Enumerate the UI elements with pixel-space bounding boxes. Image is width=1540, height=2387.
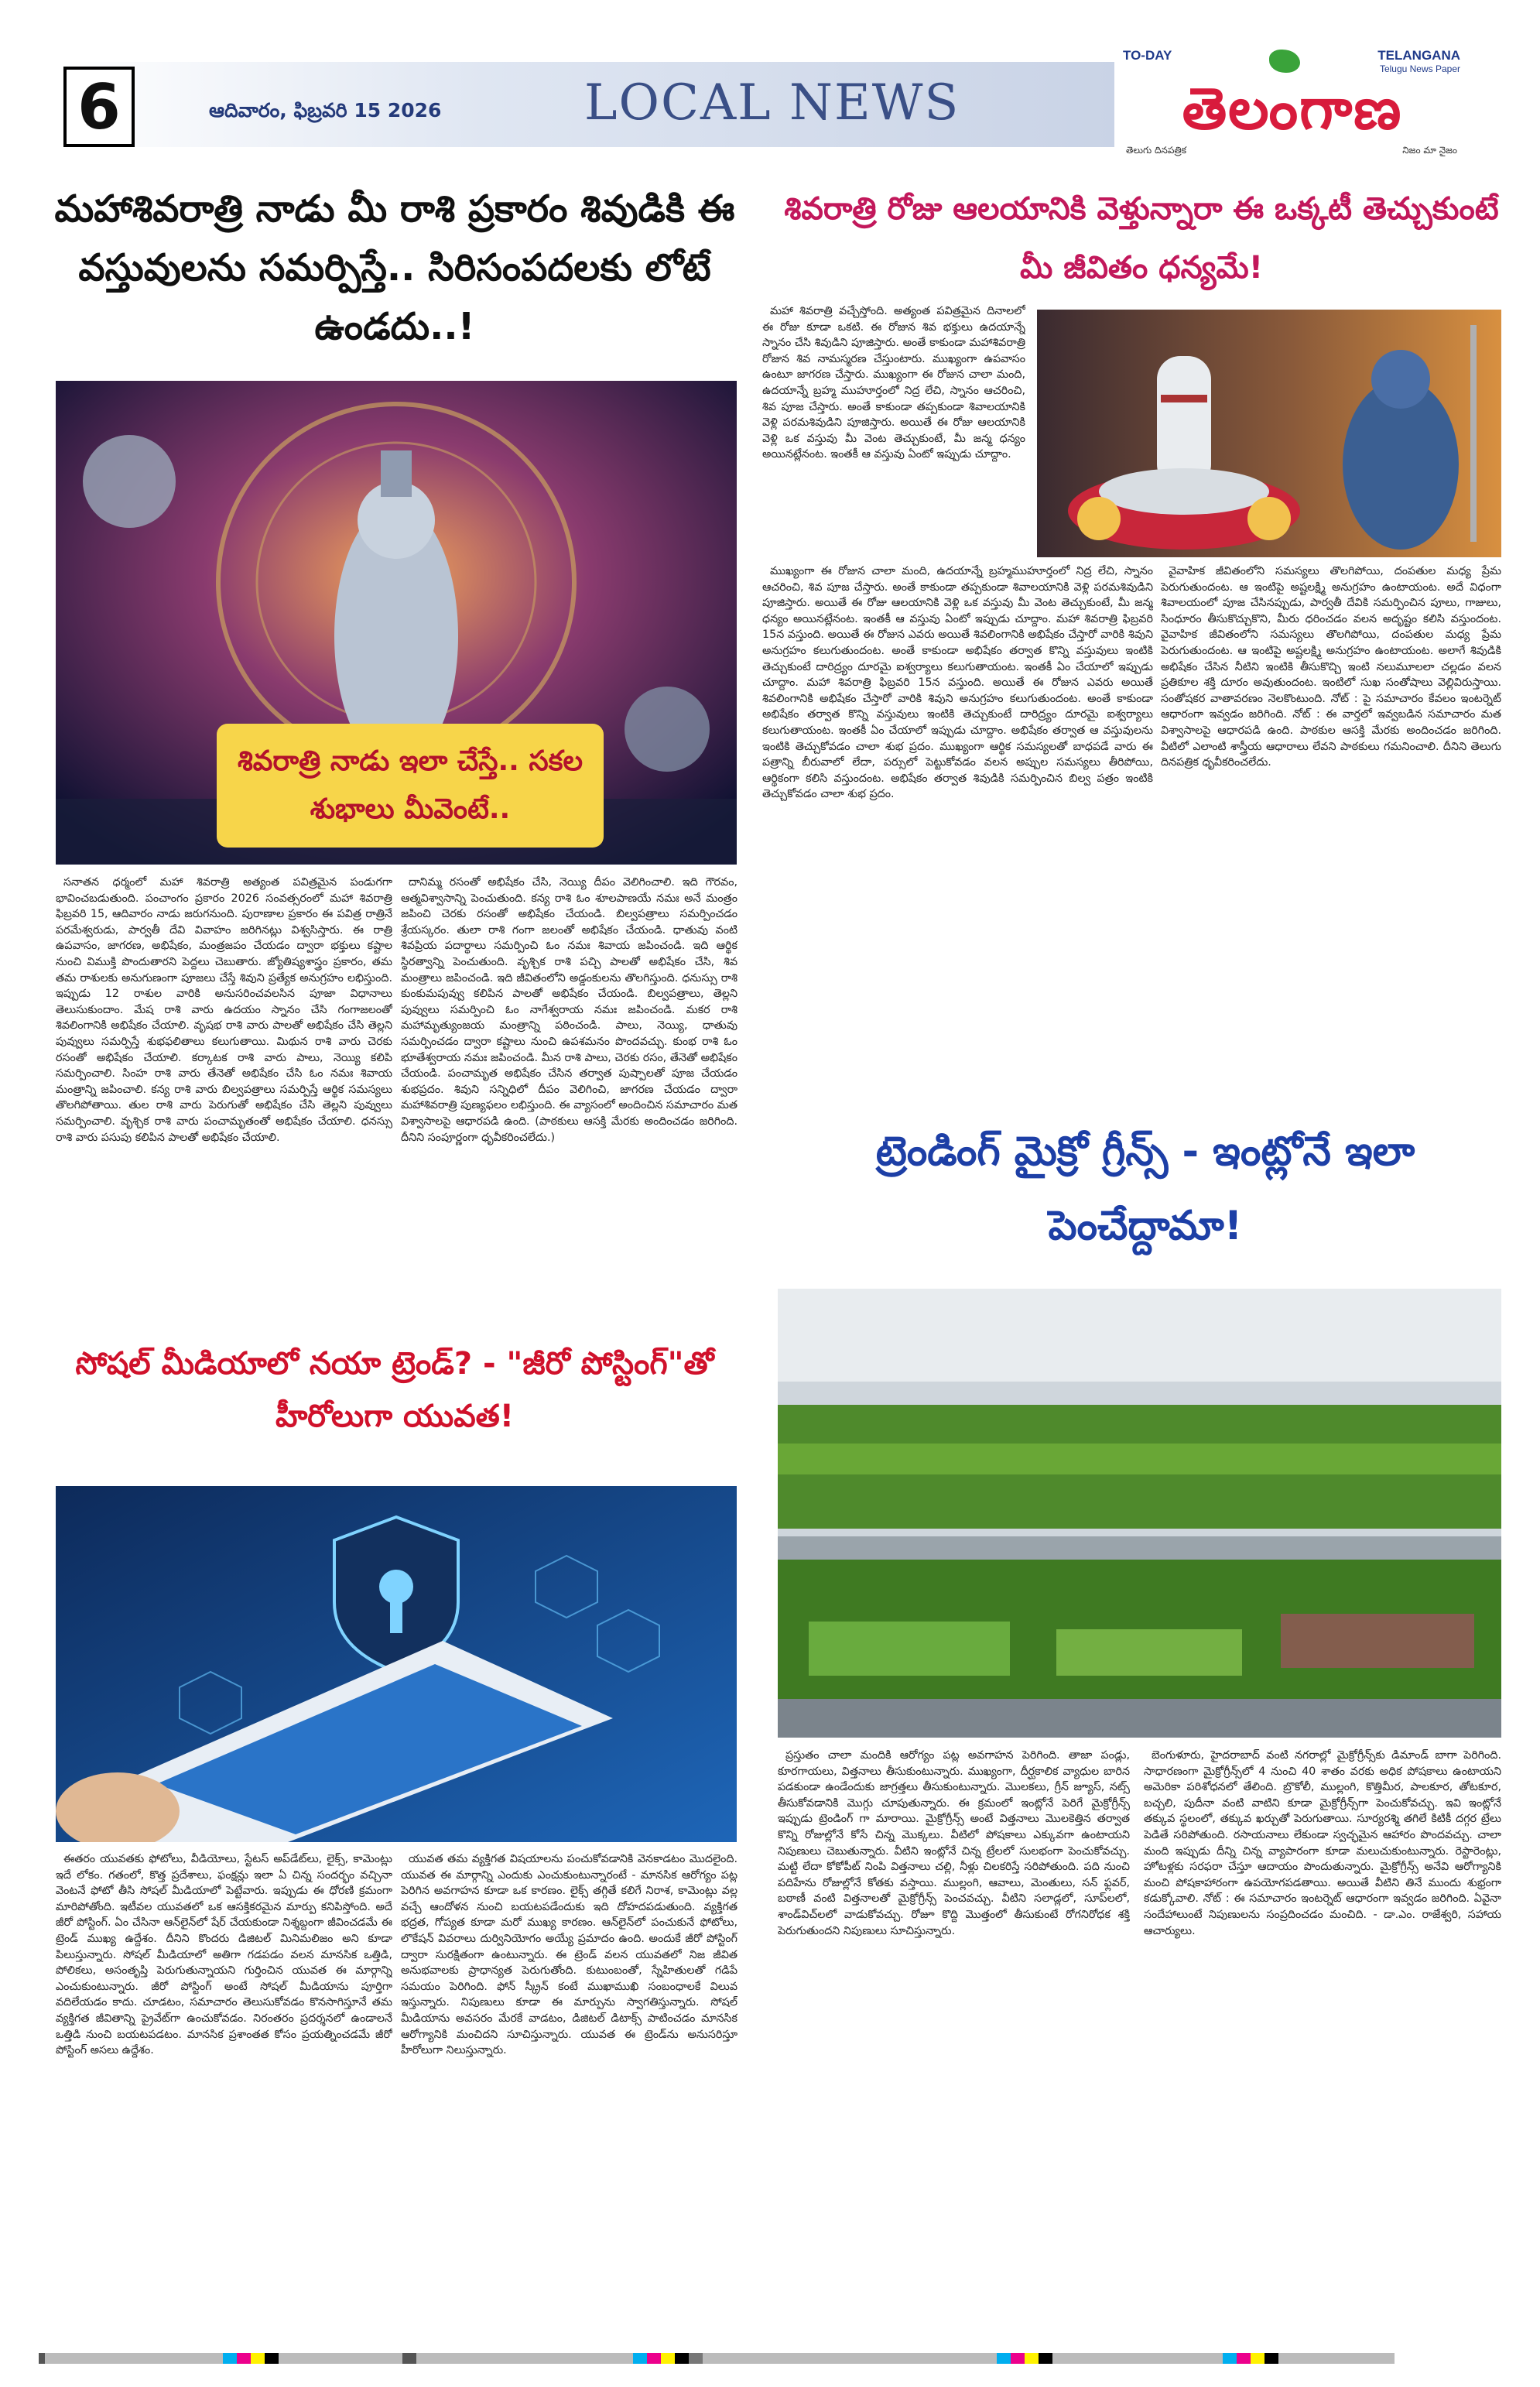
- masthead-logo: [1118, 46, 1466, 163]
- logo-tag-left: తెలుగు దినపత్రిక: [1126, 145, 1187, 156]
- article4-col2-text: యువత తమ వ్యక్తిగత విషయాలను పంచుకోవడానికి వెనకాడటం మొదలైంది. యువత ఈ మార్గాన్ని ఎందుకు ఎంచుకుంటున్నారంటే - మానసిక ఆరోగ్యం పట్ల పెరిగిన అవగాహన కూడా ఒక కారణం. లైక్స్ తగ్గితే కలిగే నిరాశ, కామెంట్లు వల్ల వచ్చే ఆందోళన నుంచి బయటపడేందుకు ఇది దోహదపడుతుంది. వ్యక్తిగత భద్రత, గోప్యత కూడా మరో ముఖ్య కారణం. ఆన్‌లైన్‌లో పంచుకునే ఫోటోలు, లొకేషన్ వివరాలు దుర్వినియోగం అయ్యే ప్రమాదం ఉంది. అందుకే జీరో పోస్టింగ్ ద్వారా సురక్షితంగా ఉంటున్నారు. ఈ ట్రెండ్ వలన యువతలో నిజ జీవిత అనుభవాలకు ప్రాధాన్యత పెరుగుతోంది. కుటుంబంతో, స్నేహితులతో గడిపే సమయం పెరిగింది. ఫోన్ స్క్రీన్ కంటే ముఖాముఖి సంబంధాలకే విలువ ఇస్తున్నారు. నిపుణులు కూడా ఈ మార్పును స్వాగతిస్తున్నారు. సోషల్ మీడియాను అవసరం మేరకే వాడటం, డిజిటల్ డిటాక్స్ పాటించడం మానసిక ఆరోగ్యానికి మంచిదని సూచిస్తున్నారు. యువత ఈ ట్రెండ్‌ను అనుసరిస్తూ హీరోలుగా నిలుస్తున్నారు.: [401, 1853, 737, 2057]
- print-registration-strip: [39, 2353, 1501, 2364]
- article2-col-right-text: వైవాహిక జీవితంలోని సమస్యలు తొలగిపోయి, దంపతుల మధ్య ప్రేమ పెరుగుతుందంట. ఆ ఇంటిపై అష్టలక్ష్మి అనుగ్రహం ఉంటాయంట. అదే విధంగా శివాలయంలో పూజ చేసినప్పుడు, పార్వతీ దేవికి సమర్పించిన పూలు, గాజులు, సింధూరం తీసుకొచ్చుకొని, మీరు ధరించడం వలన అదృష్టం కలిసి వస్తుందంట. వైవాహిక జీవితంలోని సమస్యలు తొలగిపోయి, దంపతుల మధ్య ప్రేమ పెరుగుతుందంట. ఆ ఇంటిపై అష్టలక్ష్మి అనుగ్రహం ఉంటాయంట. అలాగే శివుడికి అభిషేకం చేసిన నీటిని ఇంటికి తీసుకొచ్చి ఇంటి నలుమూలలా చల్లడం వలన ప్రతికూల శక్తి దూరం అవుతుందంట. ఇంటిలో సుఖ సంతోషాలు వెల్లివిరుస్తాయి. సంతోషకర వాతావరణం నెలకొంటుంది. నోట్ : పై సమాచారం కేవలం ఇంటర్నెట్ ఆధారంగా ఇవ్వడం జరిగింది. నోట్ : ఈ వార్తలో ఇవ్వబడిన సమాచారం మత విశ్వాసాలపై ఆధారపడి ఉంది. పాఠకుల ఆసక్తి మేరకు అందించడం జరిగింది. వీటిలో ఎలాంటి శాస్త్రీయ ఆధారాలు లేవని పాఠకులు గమనించాలి. దీనిని తెలుగు దినపత్రిక ధృవీకరించలేదు.: [1161, 565, 1501, 769]
- article4-col1-text: ఈతరం యువతకు ఫోటోలు, వీడియోలు, స్టేటస్ అప్‌డేట్‌లు, లైక్స్, కామెంట్లు ఇదే లోకం. గతంలో, కొత్త ప్రదేశాలు, ఫంక్షన్లు ఇలా ఏ చిన్న సందర్భం వచ్చినా వెంటనే ఫోటో తీసి సోషల్ మీడియాలో పెట్టేవారు. ఇప్పుడు ఈ ధోరణి క్రమంగా మారిపోతోంది. ఇటీవల యువతలో ఒక ఆసక్తికరమైన మార్పు కనిపిస్తోంది. అదే జీరో పోస్టింగ్. ఏం చేసినా ఆన్‌లైన్‌లో షేర్ చేయకుండా నిశ్శబ్దంగా జీవించడమే ఈ ట్రెండ్ ముఖ్య ఉద్దేశం. దీనిని కొందరు డిజిటల్ మినిమలిజం అని కూడా పిలుస్తున్నారు. సోషల్ మీడియాలో అతిగా గడపడం వలన మానసిక ఒత్తిడి, పోలికలు, అసంతృప్తి పెరుగుతున్నాయని గుర్తించిన యువత ఈ మార్గాన్ని ఎంచుకుంటున్నారు. జీరో పోస్టింగ్ అంటే సోషల్ మీడియాను పూర్తిగా వదిలేయడం కాదు. చూడటం, సమాచారం తెలుసుకోవడం కొనసాగిస్తూనే తమ వ్యక్తిగత జీవితాన్ని ప్రైవేట్‌గా ఉంచుకోవడం. నిరంతరం ప్రదర్శనలో ఉండాలనే ఒత్తిడి నుంచి బయటపడటం. మానసిక ప్రశాంతత కోసం ప్రయత్నించడమే జీరో పోస్టింగ్ అసలు ఉద్దేశం.: [56, 1853, 392, 2057]
- article2-col-right: [1161, 563, 1501, 1098]
- telangana-map-icon: [1269, 50, 1300, 73]
- article4-col1: [56, 1851, 392, 2336]
- article2-col-top: [762, 303, 1025, 559]
- logo-tag-right: నిజం మా నైజం: [1402, 145, 1457, 156]
- logo-telangana: TELANGANA: [1377, 48, 1460, 63]
- article2-col-mid-text: ముఖ్యంగా ఈ రోజున చాలా మంది, ఉదయాన్నే బ్రహ్మముహూర్తంలో నిద్ర లేచి, స్నానం ఆచరించి, శివ పూజ చేస్తారు. అంతే కాకుండా తప్పకుండా శివాలయానికి వెళ్లి పరమశివుడిని పూజిస్తారు. అయితే ఈ రోజు ఆలయానికి వెళ్లి ఒక వస్తువు మీ వెంట తెచ్చుకుంటే, మీ జన్మ ధన్యం అయినట్లేనంట. ఇంతకీ ఆ వస్తువు ఏంటో ఇప్పుడు చూద్దాం. మహా శివరాత్రి ఫిబ్రవరి 15న వస్తుంది. అయితే ఈ రోజున ఎవరు అయితే శివలింగానికి అభిషేకం చేస్తారో వారికి శివుని అనుగ్రహం కలుగుతుందంట. అంతే కాకుండా అభిషేకం తర్వాత కొన్ని వస్తువులు ఇంటికి తెచ్చుకుంటే దారిద్ర్యం దూరమై ఐశ్వర్యాలు కలుగుతాయంట. ఇంతకీ ఏం చేయాలో ఇప్పుడు చూద్దాం. మహా శివరాత్రి ఫిబ్రవరి 15న వస్తుంది. అయితే ఈ రోజున ఎవరు అయితే శివలింగానికి అభిషేకం చేస్తారో వారికి శివుని అనుగ్రహం కలుగుతుందంట. అంతే కాకుండా అభిషేకం తర్వాత కొన్ని వస్తువులు ఇంటికి తెచ్చుకుంటే దారిద్ర్యం దూరమై ఐశ్వర్యాలు కలుగుతాయంట. ఇంతకీ ఏం చేయాలో ఇప్పుడు చూద్దాం. అభిషేకం తర్వాత ఆ వస్తువులను ఇంటికి తెచ్చుకోవడం చాలా శుభ ప్రదం. ముఖ్యంగా ఆర్థిక సమస్యలతో బాధపడే వారు ఈ పత్రాన్ని బీరువాలో లేదా, పర్సులో పెట్టుకోవడం వలన అప్పుల సమస్యలు తీరిపోయి, ఆర్థికంగా కలిసి వస్తుందంట. అభిషేకం తర్వాత శివుడికి సమర్పించిన బిల్వ పత్రం ఇంటికి తెచ్చుకోవడం చాలా శుభ ప్రదం.: [762, 565, 1153, 801]
- article3-image: [778, 1289, 1501, 1738]
- article2-col-top-text: మహా శివరాత్రి వచ్చేస్తోంది. అత్యంత పవిత్రమైన దినాలలో ఈ రోజు కూడా ఒకటి. ఈ రోజున శివ భక్తులు ఉదయాన్నే స్నానం చేసి శివుడిని పూజిస్తారు. అంతే కాకుండా మహాశివరాత్రి రోజున శివ నామస్మరణ చేస్తుంటారు. ముఖ్యంగా ఉపవాసం ఉంటూ జాగరణ చేస్తారు. ముఖ్యంగా ఈ రోజున చాలా మంది, ఉదయాన్నే బ్రహ్మ ముహూర్తంలో నిద్ర లేచి, స్నానం ఆచరించి, శివ పూజ చేస్తారు. అంతే కాకుండా తప్పకుండా శివాలయానికి వెళ్లి పరమశివుడిని పూజిస్తారు. అయితే ఈ రోజు ఆలయానికి వెళ్లి ఒక వస్తువు మీ వెంట తెచ్చుకుంటే, మీ జన్మ ధన్యం అయినట్లేనంట. ఇంతకీ ఆ వస్తువు ఏంటో ఇప్పుడు చూద్దాం.: [762, 305, 1025, 461]
- issue-date: ఆదివారం, ఫిబ్రవరి 15 2026: [209, 99, 442, 122]
- article1-col1-text: సనాతన ధర్మంలో మహా శివరాత్రి అత్యంత పవిత్రమైన పండుగగా భావించబడుతుంది. పంచాంగం ప్రకారం 2026 సంవత్సరంలో మహా శివరాత్రి ఫిబ్రవరి 15, ఆదివారం నాడు జరుగనుంది. పురాణాల ప్రకారం ఈ పవిత్ర రాత్రినే పరమేశ్వరుడు, పార్వతీ దేవి వివాహం జరిగినట్లు విశ్వసిస్తారు. ఈ రాత్రి ఉపవాసం, జాగరణ, అభిషేకం, మంత్రజపం చేయడం ద్వారా భక్తులు కష్టాల నుంచి విముక్తి పొందుతారని పెద్దలు చెబుతారు. జ్యోతిష్యశాస్త్రం ప్రకారం, తమ తమ రాశులకు అనుగుణంగా పూజలు చేస్తే శివుని ప్రత్యేక అనుగ్రహం లభిస్తుంది. ఇప్పుడు 12 రాశుల వారికి అనుసరించవలసిన పూజా విధానాలు తెలుసుకుందాం. మేష రాశి వారు ఉదయం స్నానం చేసి గంగాజలంతో శివలింగానికి అభిషేకం చేయాలి. వృషభ రాశి వారు పాలతో అభిషేకం చేసి తెల్లని పువ్వులు సమర్పిస్తే శుభఫలితాలు కలుగుతాయి. మిథున రాశి వారు చెరకు రసంతో అభిషేకం చేయాలి. కర్కాటక రాశి వారు పాలు, నెయ్యి కలిపి సమర్పించాలి. సింహ రాశి వారు తేనెతో అభిషేకం చేసి ఓం నమః శివాయ మంత్రాన్ని జపించాలి. కన్య రాశి వారు బిల్వపత్రాలు సమర్పిస్తే ఆర్థిక సమస్యలు తొలగిపోతాయి. తుల రాశి వారు పెరుగుతో అభిషేకం చేసి తెల్లని పువ్వులు సమర్పించాలి. వృశ్చిక రాశి వారు పంచామృతంతో అభిషేకం చేయాలి. ధనస్సు రాశి వారు పసుపు కలిపిన పాలతో అభిషేకం చేయాలి.: [56, 876, 392, 1144]
- article1-col2-text: దానిమ్మ రసంతో అభిషేకం చేసి, నెయ్యి దీపం వెలిగించాలి. ఇది గౌరవం, ఆత్మవిశ్వాసాన్ని పెంచుతుంది. కన్య రాశి ఓం శూలపాణయే నమః అనే మంత్రం జపించి చెరకు రసంతో అభిషేకం చేయండి. బిల్వపత్రాలు సమర్పించడం శ్రేయస్కరం. తులా రాశి గంగా జలంతో అభిషేకం చేయండి. ధాతువు వంటి శివప్రియ పదార్థాలు సమర్పించి ఓం నమః శివాయ జపించండి. ఇది ఆర్థిక స్థిరత్వాన్ని పెంచుతుంది. వృశ్చిక రాశి పచ్చి పాలతో అభిషేకం చేసి, శివ మంత్రాలు జపించండి. ఇది జీవితంలోని అడ్డంకులను తొలగిస్తుంది. ధనుస్సు రాశి కుంకుమపువ్వు కలిపిన పాలతో అభిషేకం చేయండి. బిల్వపత్రాలు, తెల్లని పువ్వులు సమర్పించి ఓం నాగేశ్వరాయ నమః జపించండి. మకర రాశి మహామృత్యుంజయ మంత్రాన్ని పఠించండి. పాలు, నెయ్యి, ధాతువు సమర్పించడం ద్వారా కష్టాలు నుంచి ఉపశమనం పొందవచ్చు. కుంభ రాశి ఓం భూతేశ్వరాయ నమః జపించండి. మీన రాశి పాలు, చెరకు రసం, తేనెతో అభిషేకం చేయండి. పంచామృత అభిషేకం చేసిన తర్వాత పుష్పాలతో పూజ చేయడం శుభప్రదం. శివుని సన్నిధిలో దీపం వెలిగించి, జాగరణ చేయడం ద్వారా మహాశివరాత్రి పుణ్యఫలం లభిస్తుంది. ఈ వ్యాసంలో అందించిన సమాచారం మత విశ్వాసాలపై ఆధారపడి ఉంది. (పాఠకులు ఆసక్తి మేరకు అందించడం జరిగింది. దీనిని సంపూర్ణంగా ధృవీకరించలేదు.): [401, 876, 737, 1144]
- article1-col2: [401, 875, 737, 1324]
- article4-col2: [401, 1851, 737, 2336]
- logo-today: TO-DAY: [1123, 48, 1172, 63]
- article1-headline: మహాశివరాత్రి నాడు మీ రాశి ప్రకారం శివుడికి ఈ వస్తువులను సమర్పిస్తే.. సిరిసంపదలకు లోటే ఉండదు..!: [54, 187, 735, 348]
- article3-col2-text: బెంగుళూరు, హైదరాబాద్ వంటి నగరాల్లో మైక్రోగ్రీన్స్‌కు డిమాండ్ బాగా పెరిగింది. సాధారణంగా మైక్రోగ్రీన్స్‌లో 4 నుంచి 40 శాతం వరకు అధిక పోషకాలు ఉంటాయని అమెరికా పరిశోధనలో తేలింది. బ్రొకోలీ, ముల్లంగి, కొత్తిమీర, పాలకూర, తోటకూర, బచ్చలి, పుదీనా వంటి వాటిని కూడా మైక్రోగ్రీన్స్‌గా పెంచుకోవచ్చు. ఇవి ఇంట్లోనే తక్కువ స్థలంలో, తక్కువ ఖర్చుతో పెరుగుతాయి. సూర్యరశ్మి తగిలే కిటికీ దగ్గర ట్రేలు పెడితే సరిపోతుంది. రసాయనాలు లేకుండా స్వచ్ఛమైన ఆహారం పొందవచ్చు. చాలా మంది ఇప్పుడు దీన్ని చిన్న వ్యాపారంగా కూడా మలుచుకుంటున్నారు. రెస్టారెంట్లు, హోటళ్లకు సరఫరా చేస్తూ ఆదాయం పొందుతున్నారు. మైక్రోగ్రీన్స్ అనేవి ఆరోగ్యానికి మంచి పోషకాహారంగా ఉపయోగపడతాయి. అయితే వీటిని తినే ముందు శుభ్రంగా కడుక్కోవాలి. నోట్ : ఈ సమాచారం ఇంటర్నెట్ ఆధారంగా ఇవ్వడం జరిగింది. ఏవైనా సందేహాలుంటే నిపుణులను సంప్రదించడం మంచిది. - డా.ఎం. రాజేశ్వరి, సహాయ ఆచార్యులు.: [1144, 1749, 1501, 1937]
- logo-masthead: తెలంగాణ: [1182, 76, 1403, 142]
- article2-image: [1037, 310, 1501, 557]
- article2-headline: శివరాత్రి రోజు ఆలయానికి వెళ్తున్నారా ఈ ఒక్కటీ తెచ్చుకుంటే మీ జీవితం ధన్యమే!: [784, 191, 1499, 286]
- article3-col1-text: ప్రస్తుతం చాలా మందికి ఆరోగ్యం పట్ల అవగాహన పెరిగింది. తాజా పండ్లు, కూరగాయలు, విత్తనాలు తీసుకుంటున్నారు. ముఖ్యంగా, దీర్ఘకాలిక వ్యాధుల బారిన పడకుండా ఉండేందుకు జాగ్రత్తలు తీసుకుంటున్నారు. మొలకలు, గ్రీన్ జ్యూస్, నట్స్ తీసుకోవడానికి మొగ్గు చూపుతున్నారు. ఈ క్రమంలో ఇంట్లోనే పెరిగే మైక్రోగ్రీన్స్ ఇప్పుడు ట్రెండింగ్ గా మారాయి. మైక్రోగ్రీన్స్ అంటే విత్తనాలు మొలకెత్తిన తర్వాత కొన్ని రోజుల్లోనే కోసే చిన్న మొక్కలు. వీటిలో పోషకాలు ఎక్కువగా ఉంటాయని నిపుణులు చెబుతున్నారు. వీటిని ఇంట్లోనే చిన్న ట్రేలలో సులభంగా పెంచుకోవచ్చు. మట్టి లేదా కోకోపీట్ నింపి విత్తనాలు చల్లి, నీళ్లు చిలకరిస్తే సరిపోతుంది. పది నుంచి పదిహేను రోజుల్లోనే కోతకు వస్తాయి. ముల్లంగి, ఆవాలు, మెంతులు, సన్ ఫ్లవర్, బఠాణీ వంటి విత్తనాలతో మైక్రోగ్రీన్స్ పెంచవచ్చు. వీటిని సలాడ్లలో, సూప్‌లలో, శాండ్‌విచ్‌లలో వాడుకోవచ్చు. రోజూ కొద్ది మొత్తంలో తీసుకుంటే రోగనిరోధక శక్తి పెరుగుతుందని నిపుణులు సూచిస్తున్నారు.: [778, 1749, 1130, 1937]
- section-title: LOCAL NEWS: [584, 74, 960, 132]
- cyber-security-phone-illustration: [56, 1486, 737, 1842]
- article2-col-mid: [762, 563, 1153, 1098]
- article4-headline: సోషల్ మీడియాలో నయా ట్రెండ్? - "జీరో పోస్టింగ్"తో హీరోలుగా యువత!: [75, 1346, 714, 1434]
- article3-headline: ట్రెండింగ్ మైక్రో గ్రీన్స్ - ఇంట్లోనే ఇలా పెంచేద్దామా!: [875, 1128, 1415, 1249]
- shivalinga-photo: [1037, 310, 1501, 557]
- article4-image: [56, 1486, 737, 1842]
- article1-image-caption: [217, 724, 604, 848]
- microgreens-trays-photo: [778, 1289, 1501, 1738]
- article1-col1: [56, 875, 392, 1324]
- article3-col2: [1144, 1748, 1501, 2336]
- caption-text: శివరాత్రి నాడు ఇలా చేస్తే.. సకల శుభాలు మీవెంటే..: [238, 745, 583, 825]
- article3-col1: [778, 1748, 1130, 2336]
- page-number: 6: [63, 67, 135, 147]
- logo-subtitle: Telugu News Paper: [1379, 63, 1460, 74]
